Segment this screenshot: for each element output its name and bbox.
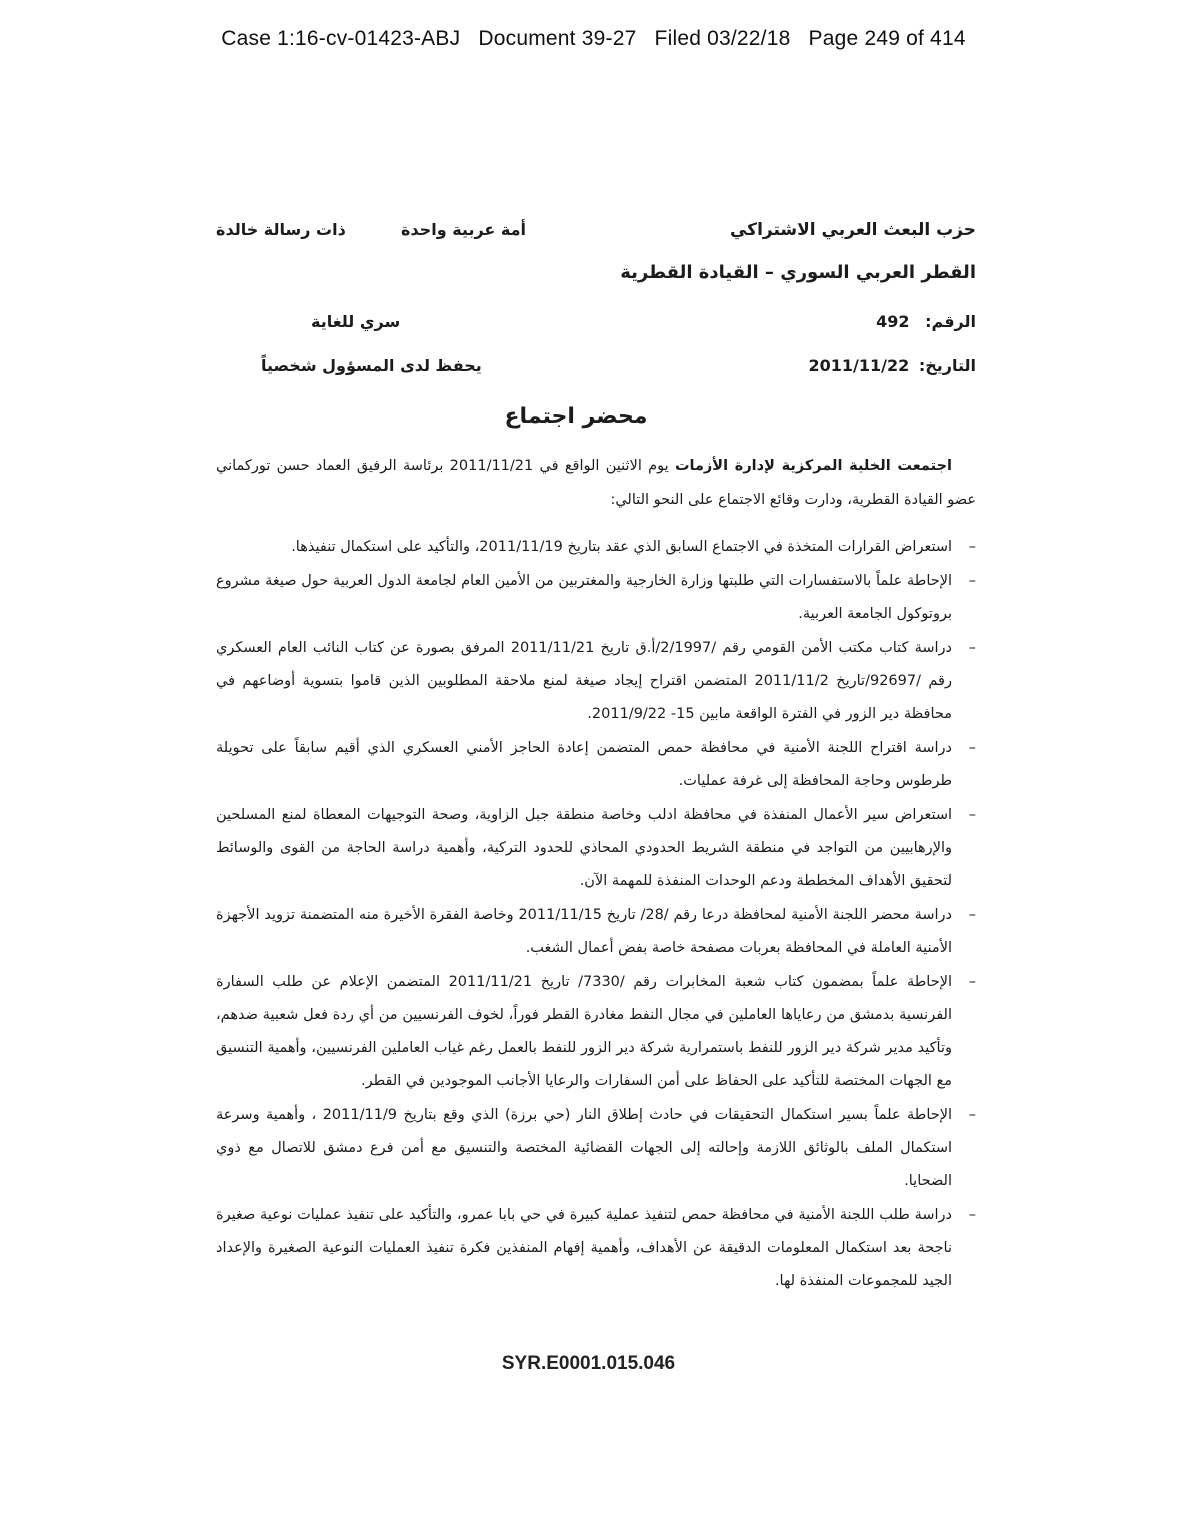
document-date [808,356,976,375]
agenda-item [216,632,976,731]
letterhead-row-4 [216,356,976,400]
letterhead-row-2 [216,262,976,312]
agenda-item-text: دراسة طلب اللجنة الأمنية في محافظة حمص لتنفيذ عملية كبيرة في حي بابا عمرو، والتأكيد على تنفيذ عمليات نوعية صغيرة ناجحة بعد استكمال المعلومات الدقيقة عن الأهداف، وأهمية إفهام المنفذين فكرة تنفيذ العمليات النوعية الصغيرة والإعداد الجيد للمجموعات المنفذة لها. [216,1207,952,1289]
item-marker: – [968,974,976,990]
slogan-1: أمة عربية واحدة [400,220,526,239]
date-value: 2011/11/22 [808,356,910,375]
agenda-item-text: الإحاطة علماً بمضمون كتاب شعبة المخابرات رقم /7330/ تاريخ 2011/11/21 المتضمن الإعلام عن طلب السفارة الفرنسية بدمشق من رعاياها العاملين في مجال النفط مغادرة القطر فوراً، لخوف الفرنسيين من أي ردة فعل شعبية ضدهم، وتأكيد مدير شركة دير الزور للنفط باستمرارية شركة دير الزور للنفط بالعمل رغم غياب العاملين الفرنسيين، وأهمية التنسيق مع الجهات المختصة للتأكيد على الحفاظ على أمن السفارات والرعايا الأجانب الموجودين في القطر. [216,974,952,1089]
agenda-item [216,1199,976,1298]
agenda-item [216,899,976,965]
intro-bold: اجتمعت الخلية المركزية لإدارة الأزمات [674,458,952,474]
agenda-list [216,531,976,1298]
item-marker: – [968,807,976,823]
party-name: حزب البعث العربي الاشتراكي [729,220,976,240]
agenda-item [216,531,976,564]
intro-paragraph [216,449,976,517]
agenda-item [216,565,976,631]
agenda-item [216,799,976,898]
letterhead-row-1 [216,220,976,262]
number-value: 492 [876,312,910,331]
document-title: محضر اجتماع [504,404,648,429]
item-marker: – [968,640,976,656]
item-marker: – [968,1207,976,1223]
letterhead-row-3 [216,312,976,356]
date-label: التاريخ: [918,356,976,375]
region-command: القطر العربي السوري – القيادة القطرية [620,262,976,283]
agenda-item [216,732,976,798]
intro-text: يوم الاثنين الواقع في 2011/11/21 برئاسة الرفيق العماد حسن توركماني عضو القيادة القطرية، ودارت وقائع الاجتماع على النحو التالي: [216,458,976,508]
case-header: Case 1:16-cv-01423-ABJ Document 39-27 Filed 03/22/18 Page 249 of 414 [221,27,966,50]
item-marker: – [968,740,976,756]
agenda-item-text: استعراض سير الأعمال المنفذة في محافظة ادلب وخاصة منطقة جبل الزاوية، وصحة التوجيهات المعطاة لمنع المسلحين والإرهابيين من التواجد في منطقة الشريط الحدودي المحاذي للحدود التركية، وأهمية دراسة الحاجة من القوى والوسائط لتحقيق الأهداف المخططة ودعم الوحدات المنفذة للمهمة الآن. [216,807,952,889]
document-number [876,312,976,331]
item-marker: – [968,907,976,923]
agenda-item-text: دراسة كتاب مكتب الأمن القومي رقم /2/1997/أ.ق تاريخ 2011/11/21 المرفق بصورة عن كتاب النائب العام العسكري رقم /92697/تاريخ 2011/11/2 المتضمن اقتراح إيجاد صيغة لمنع ملاحقة المطلوبين الذين قاموا بتسوية أوضاعهم في محافظة دير الزور في الفترة الواقعة مابين 15- 2011/9/22. [216,640,953,722]
classification-label: سري للغاية [311,312,401,331]
item-marker: – [968,1107,976,1123]
handling-instruction: يحفظ لدى المسؤول شخصياً [261,356,482,375]
agenda-item-text: الإحاطة علماً بسير استكمال التحقيقات في حادث إطلاق النار (حي برزة) الذي وقع بتاريخ 2011/11/9 ، وأهمية وسرعة استكمال الملف بالوثائق اللازمة وإحالته إلى الجهات القضائية المختصة والتنسيق مع أمن فرع دمشق للاتصال مع ذوي الضحايا. [216,1107,952,1189]
bates-number: SYR.E0001.015.046 [501,1353,676,1374]
agenda-item-text: دراسة اقتراح اللجنة الأمنية في محافظة حمص المتضمن إعادة الحاجز الأمني العسكري الذي أقيم سابقاً على تحويلة طرطوس وحاجة المحافظة إلى غرفة عمليات. [216,740,952,789]
agenda-item-text: استعراض القرارات المتخذة في الاجتماع السابق الذي عقد بتاريخ 2011/11/19، والتأكيد على استكمال تنفيذها. [291,539,952,555]
slogan-2: ذات رسالة خالدة [216,220,346,239]
agenda-item [216,966,976,1098]
agenda-item-text: الإحاطة علماً بالاستفسارات التي طلبتها وزارة الخارجية والمغتربين من الأمين العام لجامعة الدول العربية حول صيغة مشروع بروتوكول الجامعة العربية. [216,573,952,622]
agenda-item-text: دراسة محضر اللجنة الأمنية لمحافظة درعا رقم /28/ تاريخ 2011/11/15 وخاصة الفقرة الأخيرة منه المتضمنة تزويد الأجهزة الأمنية العاملة في المحافظة بعربات مصفحة خاصة بفض أعمال الشغب. [216,907,952,956]
item-marker: – [968,539,976,555]
number-label: الرقم: [925,312,976,331]
agenda-item [216,1099,976,1198]
item-marker: – [968,573,976,589]
document-body [216,220,976,1299]
